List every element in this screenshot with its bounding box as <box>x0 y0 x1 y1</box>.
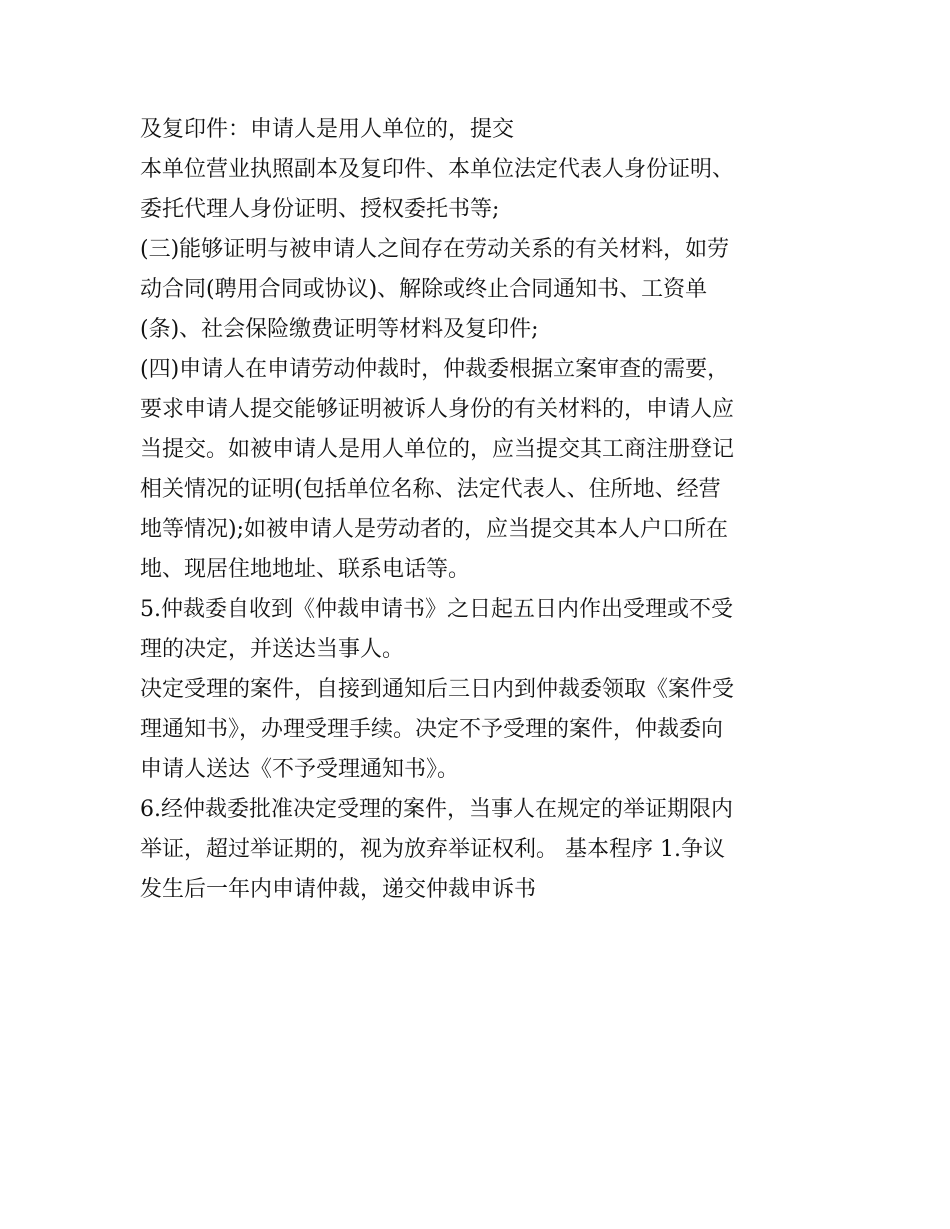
text-line: 本单位营业执照副本及复印件、本单位法定代表人身份证明、 <box>140 157 735 182</box>
text-line: 动合同(聘用合同或协议)、解除或终止合同通知书、工资单 <box>140 277 708 302</box>
text-line: 相关情况的证明(包括单位名称、法定代表人、住所地、经营 <box>140 477 721 502</box>
text-line: 5.仲裁委自收到《仲裁申请书》之日起五日内作出受理或不受 <box>140 597 733 622</box>
text-line: 当提交。如被申请人是用人单位的，应当提交其工商注册登记 <box>140 437 735 462</box>
text-line: 6.经仲裁委批准决定受理的案件，当事人在规定的举证期限内 <box>140 797 733 822</box>
text-line: (三)能够证明与被申请人之间存在劳动关系的有关材料，如劳 <box>140 237 730 262</box>
text-line: 要求申请人提交能够证明被诉人身份的有关材料的，申请人应 <box>140 397 735 422</box>
text-line: (四)申请人在申请劳动仲裁时，仲裁委根据立案审查的需要， <box>140 357 730 382</box>
text-line: (条)、社会保险缴费证明等材料及复印件; <box>140 317 539 342</box>
text-line: 委托代理人身份证明、授权委托书等; <box>140 197 500 222</box>
text-line: 举证，超过举证期的，视为放弃举证权利。 基本程序 1.争议 <box>140 837 725 862</box>
text-line: 申请人送达《不予受理通知书》。 <box>140 757 460 782</box>
text-line: 理的决定，并送达当事人。 <box>140 637 405 662</box>
text-line: 地、现居住地地址、联系电话等。 <box>140 557 471 582</box>
text-line: 发生后一年内申请仲裁，递交仲裁申诉书 <box>140 877 537 902</box>
text-line: 理通知书》，办理受理手续。决定不予受理的案件，仲裁委向 <box>140 717 724 742</box>
text-line: 地等情况);如被申请人是劳动者的，应当提交其本人户口所在 <box>140 517 728 542</box>
document-body <box>140 110 830 910</box>
text-line: 决定受理的案件，自接到通知后三日内到仲裁委领取《案件受 <box>140 677 735 702</box>
text-line: 及复印件：申请人是用人单位的，提交 <box>140 117 515 142</box>
